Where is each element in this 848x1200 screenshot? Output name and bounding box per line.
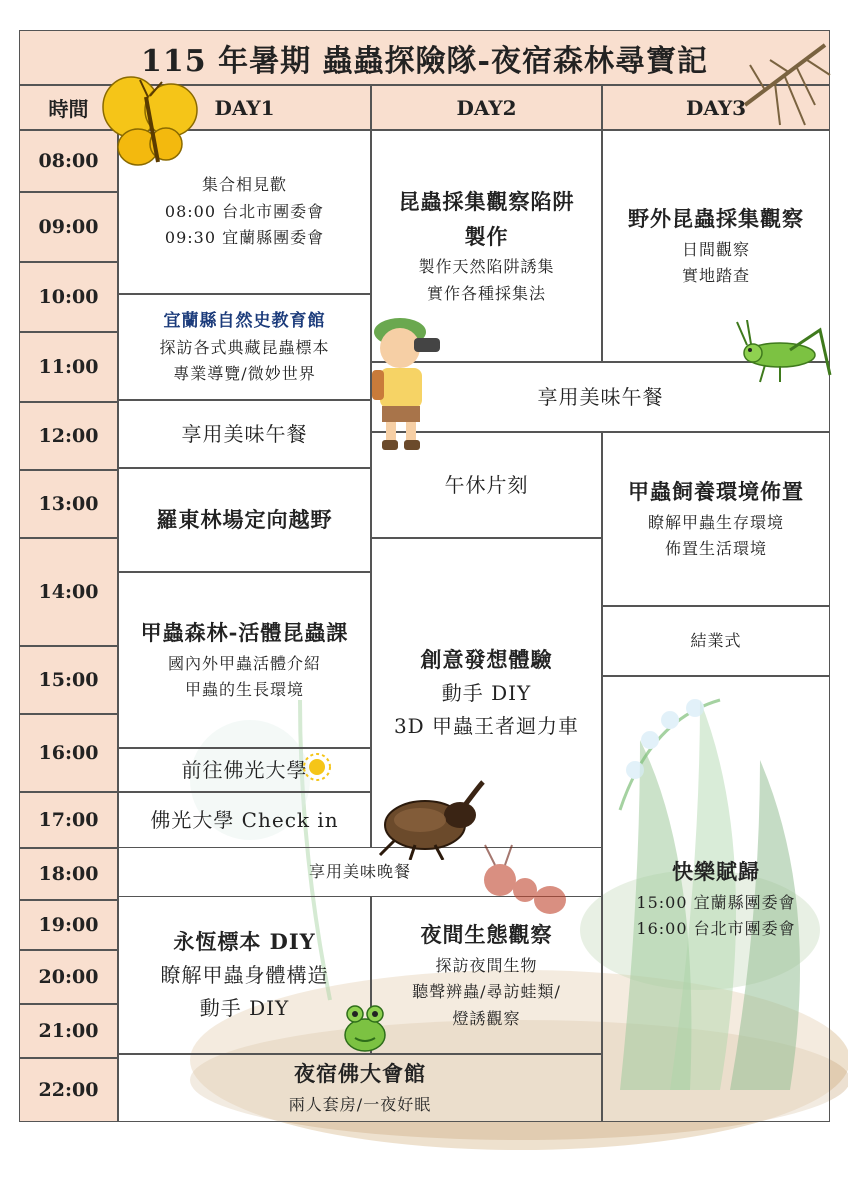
activity-detail: 09:30 宜蘭縣團委會 — [164, 228, 325, 248]
activity-detail: 動手 DIY — [199, 996, 290, 1021]
day1-orienteering — [118, 468, 371, 572]
activity-detail: 佈置生活環境 — [664, 539, 767, 559]
activity-title: 快樂賦歸 — [672, 859, 760, 885]
grasshopper-icon — [735, 320, 835, 390]
activity-detail: 瞭解甲蟲生存環境 — [647, 512, 784, 532]
page-title: 115 年暑期 蟲蟲探險隊-夜宿森林尋寶記 — [19, 30, 830, 85]
time-slot: 11:00 — [19, 332, 118, 402]
activity-title: 甲蟲飼養環境佈置 — [628, 479, 804, 505]
activity-title: 創意發想體驗 — [420, 646, 553, 672]
activity-detail: 08:00 台北市團委會 — [164, 201, 325, 221]
day1-goto-university — [118, 748, 371, 792]
time-slot: 14:00 — [19, 538, 118, 646]
day1-museum — [118, 294, 371, 400]
header-day2: DAY2 — [371, 85, 602, 130]
activity-title: 羅東林場定向越野 — [156, 506, 333, 532]
rhinoceros-beetle-icon — [365, 780, 485, 860]
header-day1: DAY1 — [118, 85, 371, 130]
activity-detail: 動手 DIY — [441, 681, 532, 706]
activity-title: 夜間生態觀察 — [420, 922, 553, 948]
activity-detail: 3D 甲蟲王者迴力車 — [393, 714, 580, 739]
activity-title: 永恆標本 DIY — [173, 928, 316, 954]
activity-title: 製作 — [464, 223, 509, 249]
activity-detail: 實作各種採集法 — [426, 283, 546, 303]
day3-habitat-setup — [602, 432, 830, 606]
stick-insect-icon — [735, 35, 835, 135]
time-slot: 16:00 — [19, 714, 118, 792]
lodging — [118, 1054, 602, 1122]
frog-icon — [340, 1000, 390, 1055]
butterfly-icon — [96, 72, 206, 172]
activity-title: 午休片刻 — [444, 472, 529, 497]
activity-detail: 探訪各式典藏昆蟲標本 — [159, 337, 330, 357]
activity-detail: 探訪夜間生物 — [435, 955, 538, 975]
activity-title: 享用美味晚餐 — [308, 861, 411, 881]
activity-detail: 實地踏查 — [681, 266, 750, 286]
activity-title: 佛光大學 Check in — [150, 807, 339, 832]
day1-lunch — [118, 400, 371, 468]
activity-detail: 聽聲辨蟲/尋訪蛙類/ — [412, 982, 561, 1002]
time-slot: 09:00 — [19, 192, 118, 262]
sun-flower-icon — [302, 752, 332, 782]
activity-title: 結業式 — [690, 630, 742, 650]
ant-icon — [470, 840, 570, 930]
day1-specimen-diy — [118, 896, 371, 1054]
day1-beetle-class — [118, 572, 371, 748]
activity-detail: 15:00 宜蘭縣團委會 — [636, 892, 796, 912]
day3-closing — [602, 606, 830, 676]
activity-title: 享用美味午餐 — [537, 384, 664, 409]
time-slot: 22:00 — [19, 1058, 118, 1122]
activity-title: 甲蟲森林-活體昆蟲課 — [140, 620, 349, 646]
activity-title: 夜宿佛大會館 — [294, 1061, 426, 1087]
header-time: 時間 — [19, 85, 118, 130]
lily-of-the-valley-icon — [610, 680, 730, 820]
activity-detail: 兩人套房/一夜好眠 — [288, 1095, 432, 1115]
day1-checkin — [118, 792, 371, 848]
time-slot: 13:00 — [19, 470, 118, 538]
activity-detail: 16:00 台北市團委會 — [636, 919, 796, 939]
activity-title: 昆蟲採集觀察陷阱 — [398, 188, 575, 214]
activity-detail: 日間觀察 — [681, 239, 750, 259]
header-day3: DAY3 — [602, 85, 830, 130]
time-slot: 17:00 — [19, 792, 118, 848]
time-slot: 18:00 — [19, 848, 118, 900]
activity-detail: 專業導覽/微妙世界 — [173, 364, 316, 384]
time-slot: 19:00 — [19, 900, 118, 950]
time-slot: 21:00 — [19, 1004, 118, 1058]
activity-title: 享用美味午餐 — [181, 421, 308, 446]
activity-detail: 甲蟲的生長環境 — [184, 680, 304, 700]
activity-title: 集合相見歡 — [201, 175, 287, 195]
activity-title: 宜蘭縣自然史教育館 — [163, 310, 326, 331]
activity-title: 前往佛光大學 — [181, 757, 308, 782]
activity-detail: 燈誘觀察 — [452, 1008, 521, 1028]
time-slot: 15:00 — [19, 646, 118, 714]
time-slot: 12:00 — [19, 402, 118, 470]
time-slot: 08:00 — [19, 130, 118, 192]
explorer-kid-icon — [362, 310, 452, 455]
time-slot: 20:00 — [19, 950, 118, 1004]
activity-detail: 國內外甲蟲活體介紹 — [167, 653, 321, 673]
activity-detail: 製作天然陷阱誘集 — [418, 257, 555, 277]
activity-detail: 瞭解甲蟲身體構造 — [160, 963, 329, 988]
time-slot: 10:00 — [19, 262, 118, 332]
activity-title: 野外昆蟲採集觀察 — [628, 206, 804, 232]
